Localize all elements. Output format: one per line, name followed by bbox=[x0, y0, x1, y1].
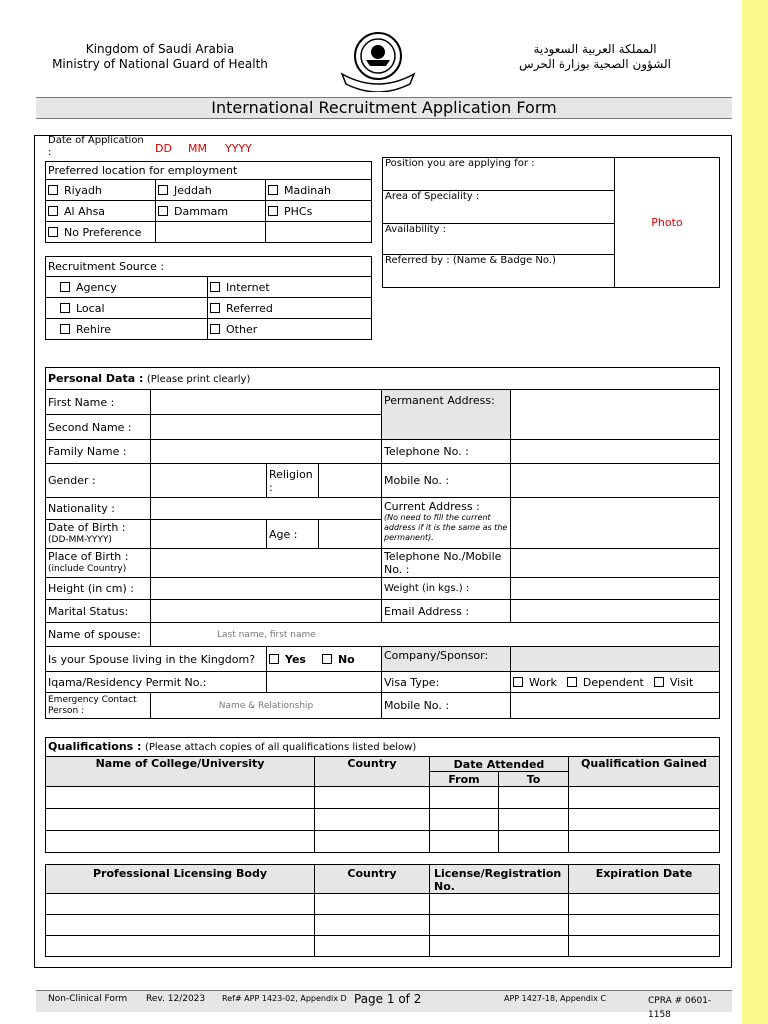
current-address-input[interactable] bbox=[511, 498, 720, 549]
col-country: Country bbox=[315, 757, 430, 787]
mobile-label: Mobile No. : bbox=[382, 464, 511, 498]
telephone-label: Telephone No. : bbox=[382, 440, 511, 464]
tel-mobile-input[interactable] bbox=[511, 549, 720, 578]
table-row bbox=[46, 831, 720, 853]
header-ar-line2: الشؤون الصحية بوزارة الحرس bbox=[519, 57, 671, 71]
checkbox-icon[interactable] bbox=[48, 227, 58, 237]
checkbox-icon[interactable] bbox=[210, 282, 220, 292]
location-title: Preferred location for employment bbox=[46, 162, 372, 180]
iqama-label: Iqama/Residency Permit No.: bbox=[46, 672, 267, 693]
visa-type-label: Visa Type: bbox=[382, 672, 511, 693]
photo-box: Photo bbox=[615, 158, 720, 288]
footer-app: APP 1427-18, Appendix C bbox=[504, 994, 606, 1003]
first-name-label: First Name : bbox=[46, 390, 151, 415]
location-riyadh[interactable]: Riyadh bbox=[46, 180, 156, 201]
location-al-ahsa[interactable]: Al Ahsa bbox=[46, 201, 156, 222]
table-row bbox=[46, 809, 720, 831]
second-name-label: Second Name : bbox=[46, 415, 151, 440]
checkbox-icon[interactable] bbox=[60, 282, 70, 292]
checkbox-icon[interactable] bbox=[210, 324, 220, 334]
source-agency[interactable]: Agency bbox=[46, 277, 208, 298]
header-arabic bbox=[490, 42, 700, 72]
height-input[interactable] bbox=[151, 578, 382, 600]
col-from: From bbox=[430, 772, 499, 787]
checkbox-icon[interactable] bbox=[48, 185, 58, 195]
recruitment-source-table bbox=[45, 256, 372, 340]
telephone-input[interactable] bbox=[511, 440, 720, 464]
date-month-field[interactable]: MM bbox=[188, 142, 207, 155]
religion-label: Religion : bbox=[267, 464, 319, 498]
col-license-country: Country bbox=[315, 865, 430, 894]
mobile-input[interactable] bbox=[511, 464, 720, 498]
source-local[interactable]: Local bbox=[46, 298, 208, 319]
marital-input[interactable] bbox=[151, 600, 382, 623]
nationality-label: Nationality : bbox=[46, 498, 151, 520]
checkbox-icon[interactable] bbox=[322, 654, 332, 664]
pob-label: Place of Birth : (include Country) bbox=[46, 549, 151, 578]
source-other[interactable]: Other bbox=[208, 319, 372, 340]
checkbox-icon[interactable] bbox=[60, 324, 70, 334]
permanent-address-input[interactable] bbox=[511, 390, 720, 440]
date-year-field[interactable]: YYYY bbox=[225, 142, 252, 155]
marital-label: Marital Status: bbox=[46, 600, 151, 623]
footer-page-number: Page 1 of 2 bbox=[354, 992, 422, 1006]
religion-input[interactable] bbox=[319, 464, 382, 498]
footer-form-type: Non-Clinical Form bbox=[48, 994, 128, 1004]
checkbox-icon[interactable] bbox=[210, 303, 220, 313]
referred-by-field[interactable]: Referred by : (Name & Badge No.) bbox=[383, 255, 615, 288]
company-sponsor-input[interactable] bbox=[511, 647, 720, 672]
nationality-input[interactable] bbox=[151, 498, 382, 520]
header-en-line2: Ministry of National Guard of Health bbox=[52, 57, 268, 71]
footer-cpra: CPRA # 0601-1158 bbox=[648, 996, 712, 1020]
checkbox-icon[interactable] bbox=[567, 677, 577, 687]
licensing-table bbox=[45, 864, 720, 957]
dob-label: Date of Birth : (DD-MM-YYYY) bbox=[46, 520, 151, 549]
location-madinah[interactable]: Madinah bbox=[266, 180, 372, 201]
checkbox-icon[interactable] bbox=[158, 185, 168, 195]
header-english bbox=[40, 42, 280, 72]
form-title: International Recruitment Application Form bbox=[36, 97, 732, 119]
checkbox-icon[interactable] bbox=[268, 206, 278, 216]
emergency-contact-input[interactable]: Name & Relationship bbox=[151, 693, 382, 719]
visa-type-options[interactable]: Work Dependent Visit bbox=[511, 672, 720, 693]
first-name-input[interactable] bbox=[151, 390, 382, 415]
iqama-input[interactable] bbox=[267, 672, 382, 693]
mobile2-input[interactable] bbox=[511, 693, 720, 719]
permanent-address-label: Permanent Address: bbox=[382, 390, 511, 440]
position-field[interactable]: Position you are applying for : bbox=[383, 158, 615, 191]
availability-field[interactable]: Availability : bbox=[383, 224, 615, 255]
gender-label: Gender : bbox=[46, 464, 151, 498]
table-row bbox=[46, 915, 720, 936]
national-guard-emblem-icon bbox=[336, 30, 420, 92]
checkbox-icon[interactable] bbox=[48, 206, 58, 216]
speciality-field[interactable]: Area of Speciality : bbox=[383, 191, 615, 224]
table-row bbox=[46, 787, 720, 809]
recruitment-source-title: Recruitment Source : bbox=[46, 257, 372, 277]
pob-input[interactable] bbox=[151, 549, 382, 578]
col-to: To bbox=[499, 772, 569, 787]
col-expiration: Expiration Date bbox=[569, 865, 720, 894]
source-internet[interactable]: Internet bbox=[208, 277, 372, 298]
spouse-name-input[interactable]: Last name, first name bbox=[151, 623, 720, 647]
second-name-input[interactable] bbox=[151, 415, 382, 440]
qualifications-title: Qualifications : (Please attach copies of all qualifications listed below) bbox=[45, 737, 720, 757]
family-name-input[interactable] bbox=[151, 440, 382, 464]
checkbox-icon[interactable] bbox=[60, 303, 70, 313]
gender-input[interactable] bbox=[151, 464, 267, 498]
header-ar-line1: المملكة العربية السعودية bbox=[533, 42, 657, 56]
location-dammam[interactable]: Dammam bbox=[156, 201, 266, 222]
col-qualification: Qualification Gained bbox=[569, 757, 720, 787]
dob-input[interactable] bbox=[151, 520, 267, 549]
checkbox-icon[interactable] bbox=[513, 677, 523, 687]
table-row bbox=[46, 894, 720, 915]
col-licensing-body: Professional Licensing Body bbox=[46, 865, 315, 894]
checkbox-icon[interactable] bbox=[158, 206, 168, 216]
personal-data-table bbox=[45, 367, 720, 719]
spouse-name-label: Name of spouse: bbox=[46, 623, 151, 647]
weight-input[interactable] bbox=[511, 578, 720, 600]
table-row bbox=[46, 936, 720, 957]
spouse-kingdom-options[interactable]: Yes No bbox=[267, 647, 382, 672]
checkbox-icon[interactable] bbox=[269, 654, 279, 664]
position-table bbox=[382, 157, 720, 288]
company-sponsor-label: Company/Sponsor: bbox=[382, 647, 511, 672]
checkbox-icon[interactable] bbox=[654, 677, 664, 687]
current-address-label: Current Address : (No need to fill the current address if it is the same as the permanent). bbox=[382, 498, 511, 549]
email-input[interactable] bbox=[511, 600, 720, 623]
email-label: Email Address : bbox=[382, 600, 511, 623]
personal-data-title: Personal Data : (Please print clearly) bbox=[46, 368, 720, 390]
col-license-no: License/Registration No. bbox=[430, 865, 569, 894]
source-referred[interactable]: Referred bbox=[208, 298, 372, 319]
location-no-preference[interactable]: No Preference bbox=[46, 222, 156, 243]
footer-ref: Ref# APP 1423-02, Appendix D bbox=[222, 994, 347, 1003]
tel-mobile-label: Telephone No./Mobile No. : bbox=[382, 549, 511, 578]
page-footer bbox=[36, 990, 732, 1020]
checkbox-icon[interactable] bbox=[268, 185, 278, 195]
location-phcs[interactable]: PHCs bbox=[266, 201, 372, 222]
height-label: Height (in cm) : bbox=[46, 578, 151, 600]
col-college: Name of College/University bbox=[46, 757, 315, 787]
emergency-contact-label: Emergency Contact Person : bbox=[46, 693, 151, 719]
page-side-strip bbox=[742, 0, 768, 1024]
age-input[interactable] bbox=[319, 520, 382, 549]
qualifications-table bbox=[45, 756, 720, 853]
source-rehire[interactable]: Rehire bbox=[46, 319, 208, 340]
date-of-application-label: Date of Application : bbox=[48, 135, 144, 158]
mobile2-label: Mobile No. : bbox=[382, 693, 511, 719]
age-label: Age : bbox=[267, 520, 319, 549]
header-en-line1: Kingdom of Saudi Arabia bbox=[85, 42, 235, 56]
footer-revision: Rev. 12/2023 bbox=[146, 994, 206, 1004]
weight-label: Weight (in kgs.) : bbox=[382, 578, 511, 600]
spouse-kingdom-label: Is your Spouse living in the Kingdom? bbox=[46, 647, 267, 672]
location-jeddah[interactable]: Jeddah bbox=[156, 180, 266, 201]
date-day-field[interactable]: DD bbox=[155, 142, 172, 155]
family-name-label: Family Name : bbox=[46, 440, 151, 464]
col-date-attended: Date Attended bbox=[430, 757, 569, 772]
preferred-location-table bbox=[45, 161, 372, 243]
